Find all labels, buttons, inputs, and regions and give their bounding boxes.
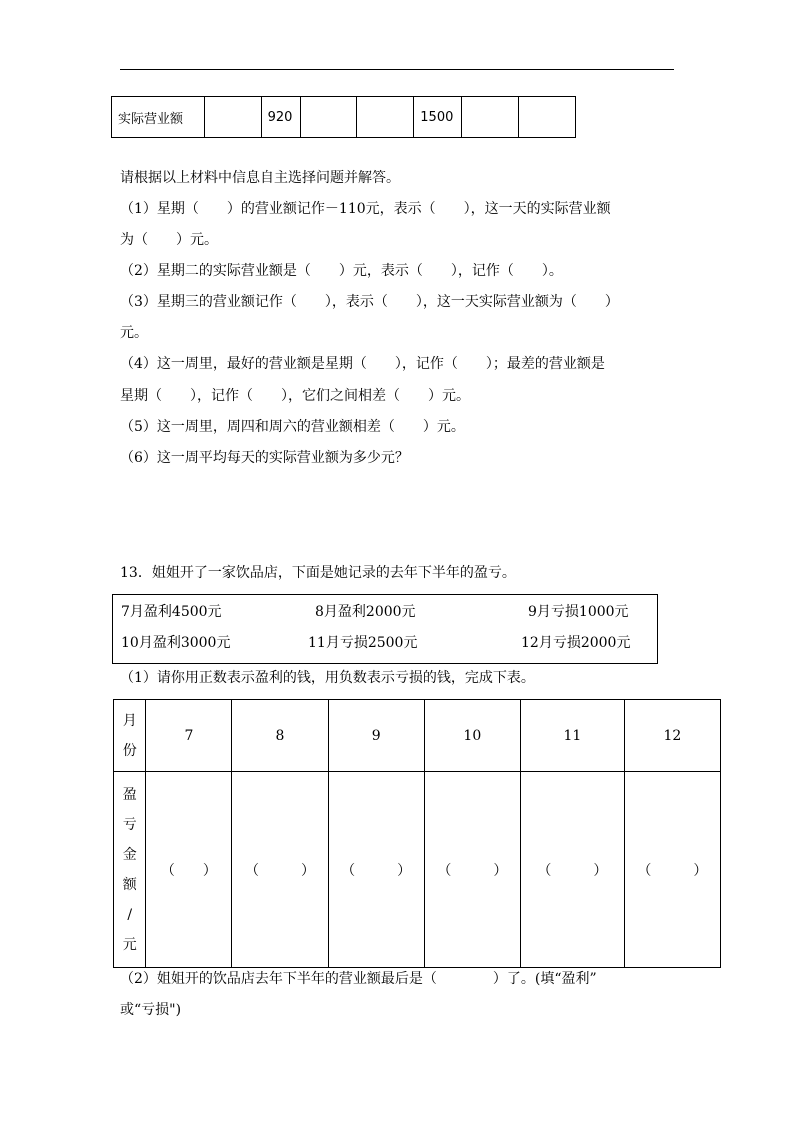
table-cell bbox=[300, 97, 357, 138]
answer-blank[interactable]: （ ） bbox=[146, 772, 232, 968]
table-row bbox=[112, 97, 576, 138]
answer-blank[interactable]: （ ） bbox=[520, 772, 624, 968]
table-cell bbox=[519, 97, 576, 138]
record-item: 9月亏损1000元 bbox=[528, 604, 629, 620]
month-cell: 11 bbox=[520, 700, 624, 772]
sub-question-1: （1）请你用正数表示盈利的钱，用负数表示亏损的钱，完成下表。 bbox=[120, 670, 535, 686]
question-4: （4）这一周里，最好的营业额是星期（ ），记作（ ）；最差的营业额是 bbox=[120, 356, 605, 372]
record-item: 12月亏损2000元 bbox=[521, 635, 631, 651]
month-cell: 9 bbox=[328, 700, 424, 772]
records-box bbox=[112, 594, 658, 664]
header-rule bbox=[120, 69, 674, 70]
table-row bbox=[114, 700, 721, 772]
question-4-cont: 星期（ ），记作（ ），它们之间相差（ ）元。 bbox=[120, 388, 470, 404]
table-row bbox=[114, 772, 721, 968]
record-item: 7月盈利4500元 bbox=[121, 604, 222, 620]
answer-blank[interactable]: （ ） bbox=[232, 772, 328, 968]
question-1-cont: 为（ ）元。 bbox=[120, 232, 218, 248]
record-item: 11月亏损2500元 bbox=[308, 635, 418, 651]
answer-blank[interactable]: （ ） bbox=[624, 772, 720, 968]
question-5: （5）这一周里，周四和周六的营业额相差（ ）元。 bbox=[120, 419, 465, 435]
table-row-label: 实际营业额 bbox=[112, 97, 205, 138]
question-1: （1）星期（ ）的营业额记作－110元，表示（ ），这一天的实际营业额 bbox=[120, 201, 611, 217]
intro-text: 请根据以上材料中信息自主选择问题并解答。 bbox=[120, 170, 400, 186]
revenue-table bbox=[111, 96, 576, 138]
month-header: 月 份 bbox=[114, 700, 146, 772]
table-cell bbox=[204, 97, 261, 138]
sub-question-2: （2）姐姐开的饮品店去年下半年的营业额最后是（ ）了。(填“盈利” bbox=[120, 971, 597, 987]
record-item: 8月盈利2000元 bbox=[315, 604, 416, 620]
month-cell: 12 bbox=[624, 700, 720, 772]
sub-question-2-cont: 或“亏损") bbox=[120, 1002, 182, 1018]
question-3-cont: 元。 bbox=[120, 325, 148, 341]
month-cell: 7 bbox=[146, 700, 232, 772]
table-cell: 920 bbox=[261, 97, 300, 138]
month-cell: 10 bbox=[424, 700, 520, 772]
month-cell: 8 bbox=[232, 700, 328, 772]
answer-blank[interactable]: （ ） bbox=[424, 772, 520, 968]
problem-13-title: 13．姐姐开了一家饮品店，下面是她记录的去年下半年的盈亏。 bbox=[120, 565, 516, 581]
table-cell bbox=[357, 97, 414, 138]
question-6: （6）这一周平均每天的实际营业额为多少元？ bbox=[120, 450, 409, 466]
answer-blank[interactable]: （ ） bbox=[328, 772, 424, 968]
table-cell: 1500 bbox=[414, 97, 462, 138]
question-2: （2）星期二的实际营业额是（ ）元，表示（ ），记作（ ）。 bbox=[120, 263, 563, 279]
table-cell bbox=[462, 97, 519, 138]
profit-loss-table bbox=[113, 699, 721, 968]
amount-header: 盈 亏 金 额 / 元 bbox=[114, 772, 146, 968]
question-3: （3）星期三的营业额记作（ ），表示（ ），这一天实际营业额为（ ） bbox=[120, 294, 619, 310]
record-item: 10月盈利3000元 bbox=[121, 635, 231, 651]
